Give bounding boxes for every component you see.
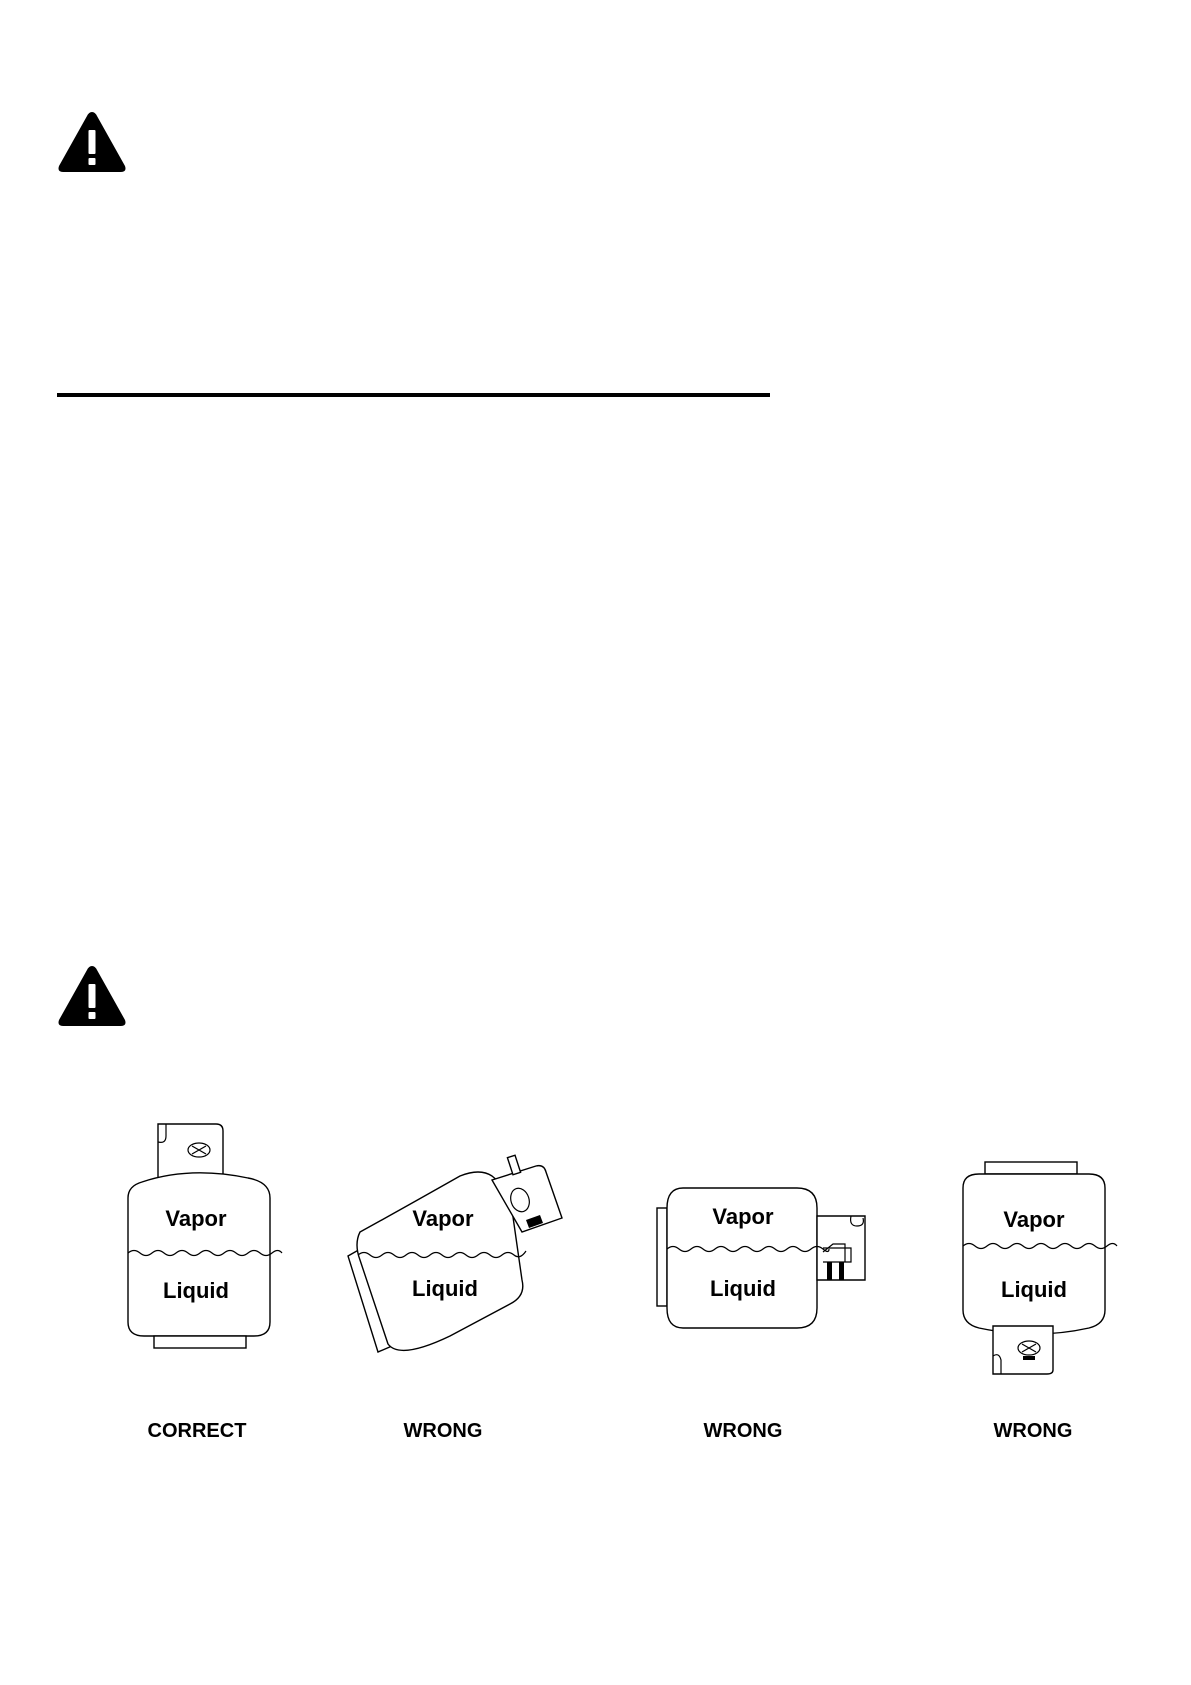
warning-triangle-icon	[57, 110, 127, 174]
liquid-label: Liquid	[710, 1276, 776, 1301]
vapor-label: Vapor	[412, 1206, 474, 1231]
section-divider	[57, 393, 770, 397]
liquid-label: Liquid	[163, 1278, 229, 1303]
tank-wrong-upside-down	[955, 1160, 1115, 1376]
tank-correct-upright	[120, 1122, 280, 1348]
vapor-label: Vapor	[165, 1206, 227, 1231]
caption-wrong-side: WRONG	[703, 1420, 783, 1442]
caption-wrong-upside-down: WRONG	[993, 1420, 1073, 1442]
liquid-label: Liquid	[412, 1276, 478, 1301]
vapor-label: Vapor	[712, 1204, 774, 1229]
liquid-label: Liquid	[1001, 1277, 1067, 1302]
vapor-label: Vapor	[1003, 1207, 1065, 1232]
tank-wrong-on-side	[655, 1182, 875, 1334]
caption-correct: CORRECT	[147, 1420, 247, 1442]
caption-wrong-tilted: WRONG	[403, 1420, 483, 1442]
warning-triangle-icon	[57, 964, 127, 1028]
tank-wrong-tilted	[340, 1160, 580, 1360]
